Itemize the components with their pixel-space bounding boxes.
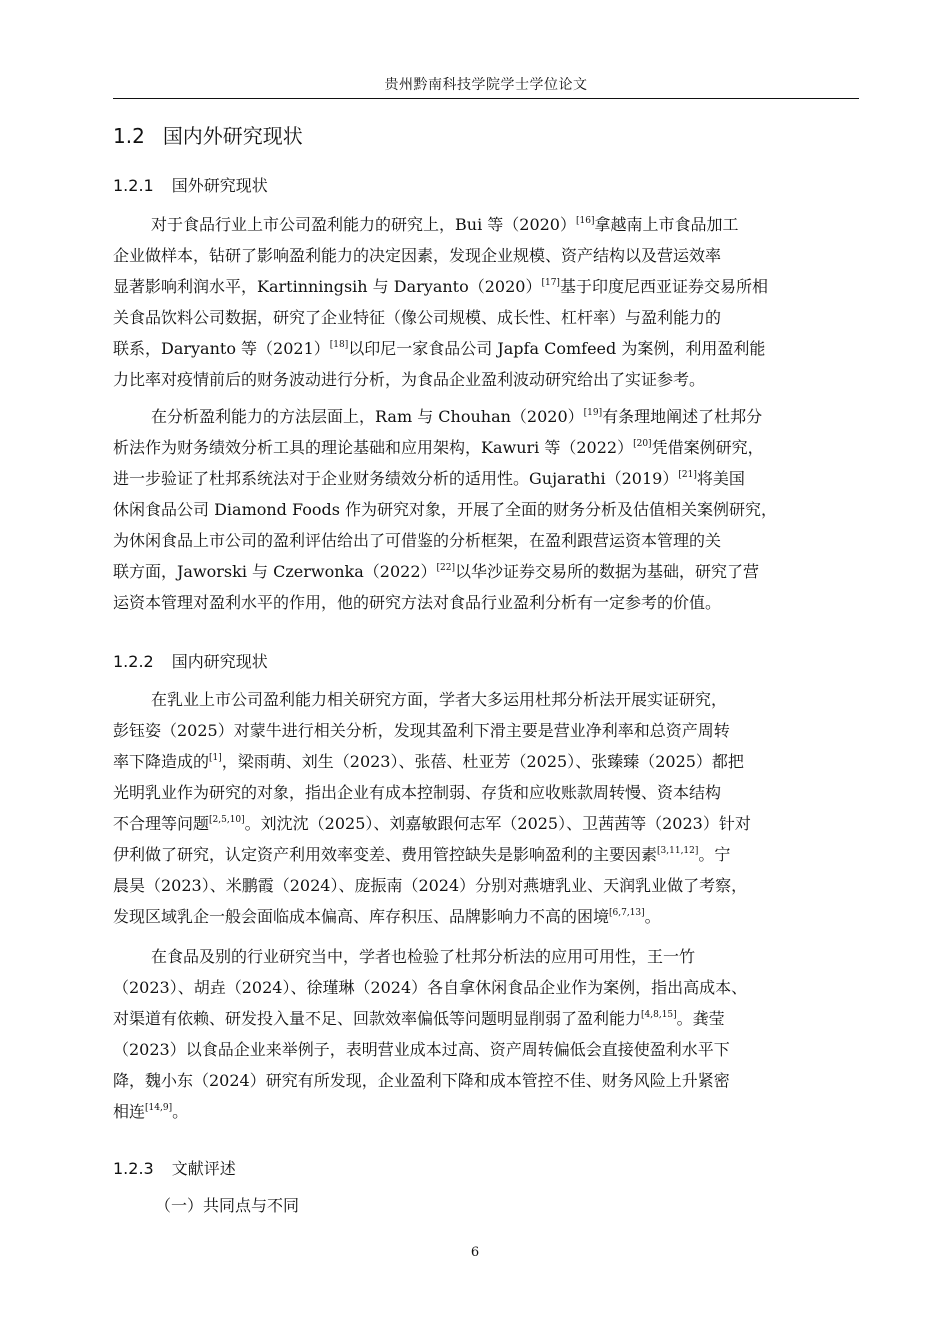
- text-line: [113, 525, 859, 556]
- text-run: 运资本管理对盈利水平的作用，他的研究方法对食品行业盈利分析有一定参考的价值。: [113, 593, 722, 612]
- text-run: 有条理地阐述了杜邦分: [602, 407, 763, 426]
- section-heading: [113, 120, 303, 149]
- text-line: [113, 746, 859, 777]
- text-line: [113, 1003, 859, 1034]
- text-line: [113, 777, 859, 808]
- text-run: 联方面，Jaworski 与 Czerwonka（2022）: [113, 562, 437, 581]
- text-run: 相连: [113, 1102, 146, 1121]
- paragraph-foreign-1: [113, 209, 859, 395]
- text-run: 显著影响利润水平，Kartinningsih 与 Daryanto（2020）: [113, 277, 542, 296]
- paragraph-domestic-2: [113, 941, 859, 1127]
- text-run: 拿越南上市食品加工: [594, 215, 739, 234]
- text-line: [113, 901, 859, 932]
- citation-ref: [22]: [436, 563, 455, 573]
- text-run: 率下降造成的: [113, 752, 210, 771]
- text-line: [113, 972, 859, 1003]
- text-line: [113, 401, 859, 432]
- text-run: 降，魏小东（2024）研究有所发现，企业盈利下降和成本管控不佳、财务风险上升紧密: [113, 1071, 730, 1090]
- text-line: [113, 1096, 859, 1127]
- subsection-number: 1.2.3: [113, 1159, 154, 1178]
- citation-ref: [16]: [576, 216, 595, 226]
- header-rule: [113, 98, 859, 99]
- text-run: 。龚莹: [676, 1009, 725, 1028]
- subsection-number: 1.2.1: [113, 176, 154, 195]
- text-line: [113, 1034, 859, 1065]
- subsection-heading-domestic: [113, 649, 268, 672]
- text-run: （2023）、胡垚（2024）、徐瑾琳（2024）各自拿休闲食品企业作为案例，指出高成本、: [113, 978, 748, 997]
- text-line: [113, 839, 859, 870]
- text-run: 将美国: [696, 469, 745, 488]
- text-line: [113, 494, 859, 525]
- text-line: [113, 684, 859, 715]
- text-run: 基于印度尼西亚证券交易所相: [559, 277, 768, 296]
- text-run: 。: [644, 907, 661, 926]
- citation-ref: [21]: [678, 470, 697, 480]
- text-run: 力比率对疫情前后的财务波动进行分析，为食品企业盈利波动研究给出了实证参考。: [113, 370, 706, 389]
- paragraph-domestic-1: [113, 684, 859, 932]
- text-run: 发现区域乳企一般会面临成本偏高、库存积压、品牌影响力不高的困境: [113, 907, 610, 926]
- text-line: [113, 715, 859, 746]
- text-run: 。: [172, 1102, 189, 1121]
- text-line: [113, 463, 859, 494]
- text-run: 对于食品行业上市公司盈利能力的研究上，Bui 等（2020）: [151, 215, 576, 234]
- text-run: 关食品饮料公司数据，研究了企业特征（像公司规模、成长性、杠杆率）与盈利能力的: [113, 308, 722, 327]
- text-run: ，梁雨萌、刘生（2023）、张蓓、杜亚芳（2025）、张臻臻（2025）都把: [221, 752, 744, 771]
- text-line: [113, 1065, 859, 1096]
- text-run: 析法作为财务绩效分析工具的理论基础和应用架构，Kawuri 等（2022）: [113, 438, 634, 457]
- text-run: 在乳业上市公司盈利能力相关研究方面，学者大多运用杜邦分析法开展实证研究，: [151, 690, 728, 709]
- citation-ref: [2,5,10]: [209, 815, 245, 825]
- paragraph-foreign-2: [113, 401, 859, 618]
- text-line: [113, 271, 859, 302]
- text-run: 不合理等问题: [113, 814, 210, 833]
- section-title: 国内外研究现状: [162, 124, 303, 148]
- subsection-heading-foreign: [113, 173, 268, 196]
- text-line: [113, 302, 859, 333]
- text-line: [113, 364, 859, 395]
- text-line: [113, 333, 859, 364]
- text-run: 为休闲食品上市公司的盈利评估给出了可借鉴的分析框架，在盈利跟营运资本管理的关: [113, 531, 722, 550]
- text-run: 彭钰姿（2025）对蒙牛进行相关分析，发现其盈利下滑主要是营业净利率和总资产周转: [113, 721, 730, 740]
- citation-ref: [18]: [329, 340, 349, 350]
- text-line: [113, 808, 859, 839]
- list-item-heading: （一）共同点与不同: [155, 1196, 300, 1215]
- text-run: 对渠道有依赖、研发投入量不足、回款效率偏低等问题明显削弱了盈利能力: [113, 1009, 642, 1028]
- subsection-title: 国内研究现状: [171, 652, 268, 671]
- text-run: 光明乳业作为研究的对象，指出企业有成本控制弱、存货和应收账款周转慢、资本结构: [113, 783, 722, 802]
- subsection-heading-review: [113, 1156, 236, 1179]
- text-line: [113, 941, 859, 972]
- text-run: 在分析盈利能力的方法层面上，Ram 与 Chouhan（2020）: [151, 407, 584, 426]
- text-run: 。刘沈沈（2025）、刘嘉敏跟何志军（2025）、卫茜茜等（2023）针对: [244, 814, 751, 833]
- text-line: [113, 240, 859, 271]
- text-line: [113, 587, 859, 618]
- text-run: 企业做样本，钻研了影响盈利能力的决定因素，发现企业规模、资产结构以及营运效率: [113, 246, 722, 265]
- subsection-number: 1.2.2: [113, 652, 154, 671]
- page-number: 6: [470, 1245, 480, 1260]
- citation-ref: [14,9]: [145, 1103, 173, 1113]
- text-run: （2023）以食品企业来举例子，表明营业成本过高、资产周转偏低会直接使盈利水平下: [113, 1040, 730, 1059]
- text-line: [113, 870, 859, 901]
- text-line: [113, 209, 859, 240]
- text-run: 凭借案例研究，: [651, 438, 764, 457]
- text-run: 以华沙证券交易所的数据为基础，研究了营: [455, 562, 760, 581]
- citation-ref: [1]: [209, 753, 222, 763]
- subsection-title: 国外研究现状: [171, 176, 268, 195]
- citation-ref: [3,11,12]: [657, 846, 699, 856]
- citation-ref: [4,8,15]: [641, 1010, 677, 1020]
- citation-ref: [19]: [583, 408, 603, 418]
- section-number: 1.2: [113, 124, 145, 148]
- citation-ref: [17]: [541, 278, 560, 288]
- citation-ref: [20]: [633, 439, 652, 449]
- text-run: 以印尼一家食品公司 Japfa Comfeed 为案例，利用盈利能: [348, 339, 766, 358]
- text-run: 休闲食品公司 Diamond Foods 作为研究对象，开展了全面的财务分析及估值相关案例研究，: [113, 500, 778, 519]
- text-run: 。宁: [698, 845, 731, 864]
- text-run: 在食品及别的行业研究当中，学者也检验了杜邦分析法的应用可用性，王一竹: [151, 947, 696, 966]
- text-run: 联系，Daryanto 等（2021）: [113, 339, 330, 358]
- text-line: [113, 432, 859, 463]
- running-header: 贵州黔南科技学院学士学位论文: [384, 77, 588, 93]
- text-line: [113, 556, 859, 587]
- text-run: 晨昊（2023）、米鹏霞（2024）、庞振南（2024）分别对燕塘乳业、天润乳业做了考察，: [113, 876, 748, 895]
- citation-ref: [6,7,13]: [609, 908, 645, 918]
- text-run: 伊利做了研究，认定资产利用效率变差、费用管控缺失是影响盈利的主要因素: [113, 845, 658, 864]
- subsection-title: 文献评述: [171, 1159, 236, 1178]
- text-run: 进一步验证了杜邦系统法对于企业财务绩效分析的适用性。Gujarathi（2019）: [113, 469, 679, 488]
